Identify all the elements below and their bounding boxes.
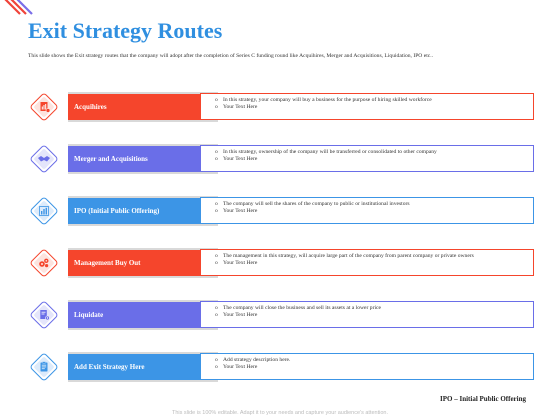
description-point: o The management in this strategy, will acquire large part of the company from parent company or private owners xyxy=(215,253,533,260)
route-diamond xyxy=(28,91,60,123)
route-description-liquidate xyxy=(200,301,534,328)
description-point: o Your Text Here xyxy=(215,208,533,215)
route-row-add-exit-strategy xyxy=(24,352,536,382)
route-label-merger-acquisitions xyxy=(68,146,218,172)
route-row-liquidate xyxy=(24,300,536,330)
route-label-ipo xyxy=(68,198,218,224)
route-row-management-buy-out xyxy=(24,248,536,278)
description-point: o Add strategy description here. xyxy=(215,357,533,364)
page-subtitle: This slide shows the Exit strategy routes that the company will adopt after the completion of Series C funding round like Acquihires, Merger and Acquisitions, Liquidation, IPO etc.. xyxy=(28,53,434,59)
route-diamond xyxy=(28,195,60,227)
route-label-text: Merger and Acquisitions xyxy=(74,155,148,163)
route-label-text: Add Exit Strategy Here xyxy=(74,363,145,371)
route-description-add-exit-strategy xyxy=(200,353,534,380)
route-label-add-exit-strategy xyxy=(68,354,218,380)
route-diamond xyxy=(28,143,60,175)
route-label-text: Management Buy Out xyxy=(74,259,141,267)
route-label-text: IPO (Initial Public Offering) xyxy=(74,207,160,215)
description-point: o The company will close the business and sell its assets at a lower price xyxy=(215,305,533,312)
route-description-ipo xyxy=(200,197,534,224)
route-label-acquihires xyxy=(68,94,218,120)
route-row-ipo xyxy=(24,196,536,226)
route-row-merger-acquisitions xyxy=(24,144,536,174)
description-point: o Your Text Here xyxy=(215,156,533,163)
clipboard-icon xyxy=(41,362,48,372)
description-point: o The company will sell the shares of the company to public or institutional investors xyxy=(215,201,533,208)
route-row-acquihires xyxy=(24,92,536,122)
route-description-management-buy-out xyxy=(200,249,534,276)
route-diamond xyxy=(28,299,60,331)
description-point: o Your Text Here xyxy=(215,104,533,111)
route-description-merger-acquisitions xyxy=(200,145,534,172)
footer-editable-note: This slide is 100% editable. Adapt it to your needs and capture your audience's attention. xyxy=(172,410,388,416)
description-point: o Your Text Here xyxy=(215,260,533,267)
footer-ipo-label: IPO – Initial Public Offering xyxy=(440,395,526,403)
page-title: Exit Strategy Routes xyxy=(28,18,223,43)
description-point: o In this strategy, your company will buy a business for the purpose of hiring skilled workforce xyxy=(215,97,533,104)
route-label-text: Acquihires xyxy=(74,103,107,111)
description-point: o In this strategy, ownership of the company will be transferred or consolidated to other company xyxy=(215,149,533,156)
description-point: o Your Text Here xyxy=(215,312,533,319)
route-label-management-buy-out xyxy=(68,250,218,276)
route-description-acquihires xyxy=(200,93,534,120)
description-point: o Your Text Here xyxy=(215,364,533,371)
route-diamond xyxy=(28,247,60,279)
route-diamond xyxy=(28,351,60,383)
route-label-text: Liquidate xyxy=(74,311,104,319)
route-label-liquidate xyxy=(68,302,218,328)
